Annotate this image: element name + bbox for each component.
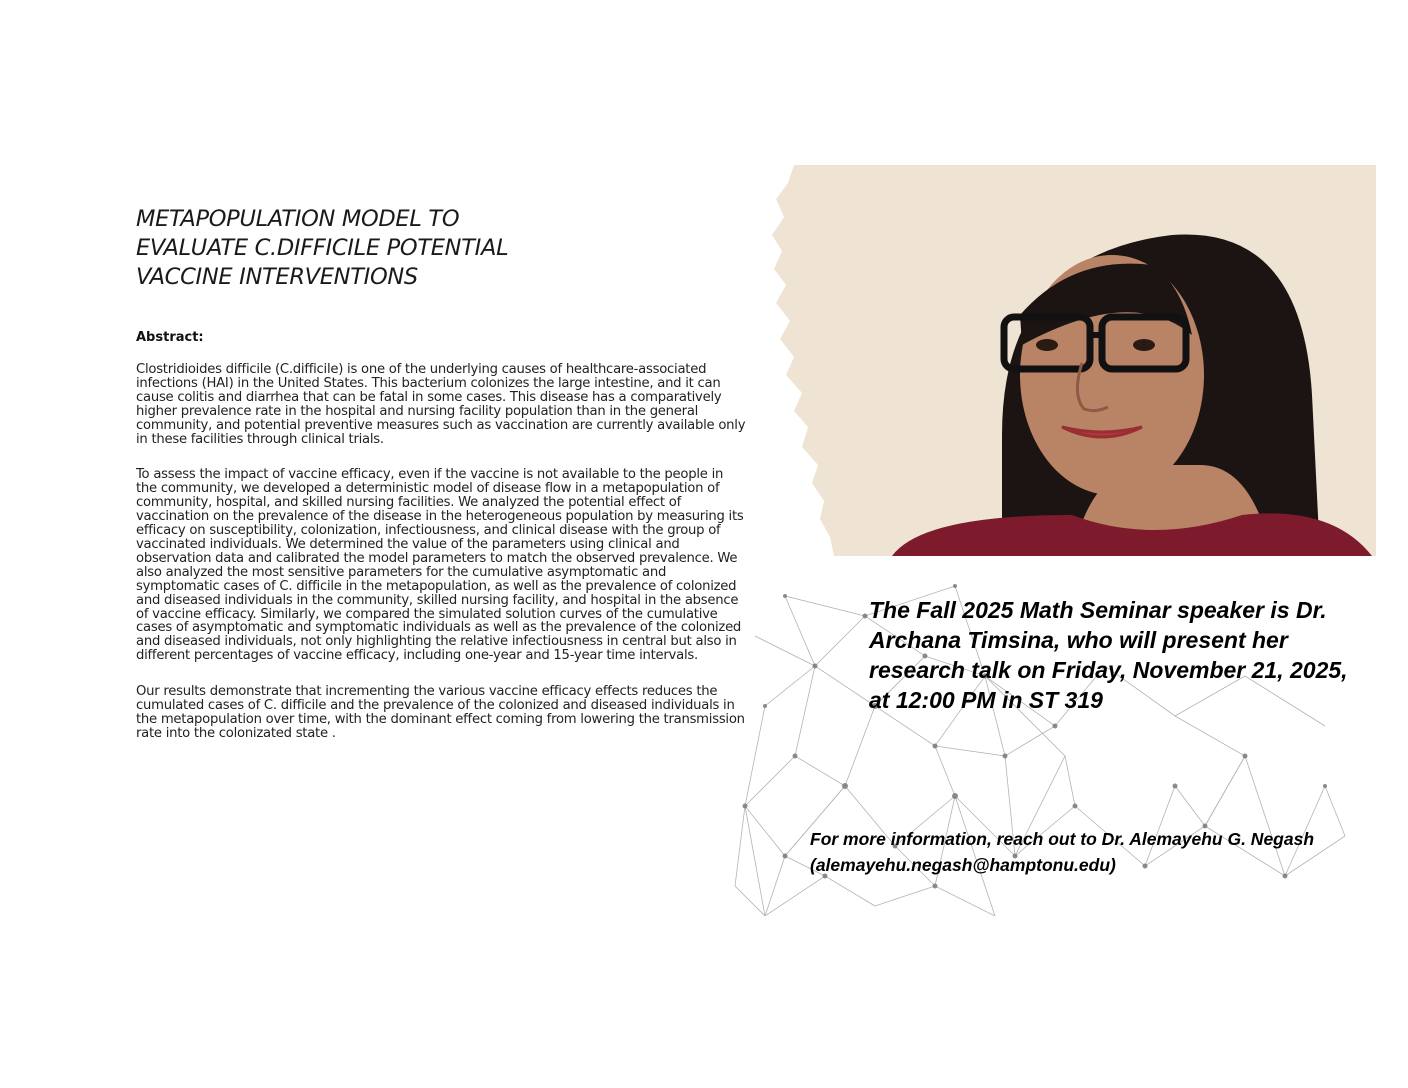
portrait-photo <box>772 165 1376 556</box>
talk-title-line: VACCINE INTERVENTIONS <box>136 264 418 290</box>
right-eye <box>1133 339 1155 351</box>
speaker-photo <box>772 165 1376 556</box>
abstract-paragraph-1: Clostridioides difficile (C.difficile) is one of the underlying causes of healthcare-associated infections (HAI) in the United States. This bacterium colonizes the large intestine, and it can cause colitis and diarrhea that can be fatal in some cases. This disease has a comparatively higher prevalence rate in the hospital and nursing facility population than in the general community, and potential preventive measures such as vaccination are currently available only in these facilities through clinical trials. <box>136 362 746 447</box>
left-eye <box>1036 339 1058 351</box>
talk-title-line: METAPOPULATION MODEL TO <box>136 206 460 232</box>
talk-title <box>136 205 746 292</box>
contact-info: For more information, reach out to Dr. Alemayehu G. Negash (alemayehu.negash@hamptonu.edu) <box>810 829 1315 875</box>
seminar-announcement: The Fall 2025 Math Seminar speaker is Dr. Archana Timsina, who will present her research talk on Friday, November 21, 2025, at 12:00 PM in ST 319 <box>869 597 1348 713</box>
abstract-paragraph-3: Our results demonstrate that incrementing the various vaccine efficacy effects reduces the cumulated cases of C. difficile and the prevalence of the colonized and diseased individuals in the metapopulation over time, with the dominant effect coming from lowering the transmission rate into the colonizated state . <box>136 684 745 741</box>
talk-title-line: EVALUATE C.DIFFICILE POTENTIAL <box>136 235 509 261</box>
abstract-paragraph-2: To assess the impact of vaccine efficacy, even if the vaccine is not available to the people in the community, we developed a deterministic model of disease flow in a metapopulation of community, hospital, and skilled nursing facilities. We analyzed the potential effect of vaccination on the prevalence of the disease in the heterogeneous population by measuring its efficacy on susceptibility, colonization, infectiousness, and clinical disease with the group of vaccinated individuals. We determined the value of the parameters using clinical and observation data and calibrated the model parameters to match the observed prevalence. We also analyzed the most sensitive parameters for the cumulative asymptomatic and symptomatic cases of C. difficile in the metapopulation, as well as the prevalence of colonized and diseased individuals in the community, skilled nursing facility, and hospital in the absence of vaccine efficacy. Similarly, we compared the simulated solution curves of the cumulative cases of asymptomatic and symptomatic individuals as well as the prevalence of the colonized and diseased individuals, not only highlighting the relative infectiousness in central but also in different percentages of vaccine efficacy, including one-year and 15-year time intervals. <box>136 467 744 664</box>
abstract-column <box>136 205 746 763</box>
abstract-heading: Abstract: <box>136 330 204 345</box>
